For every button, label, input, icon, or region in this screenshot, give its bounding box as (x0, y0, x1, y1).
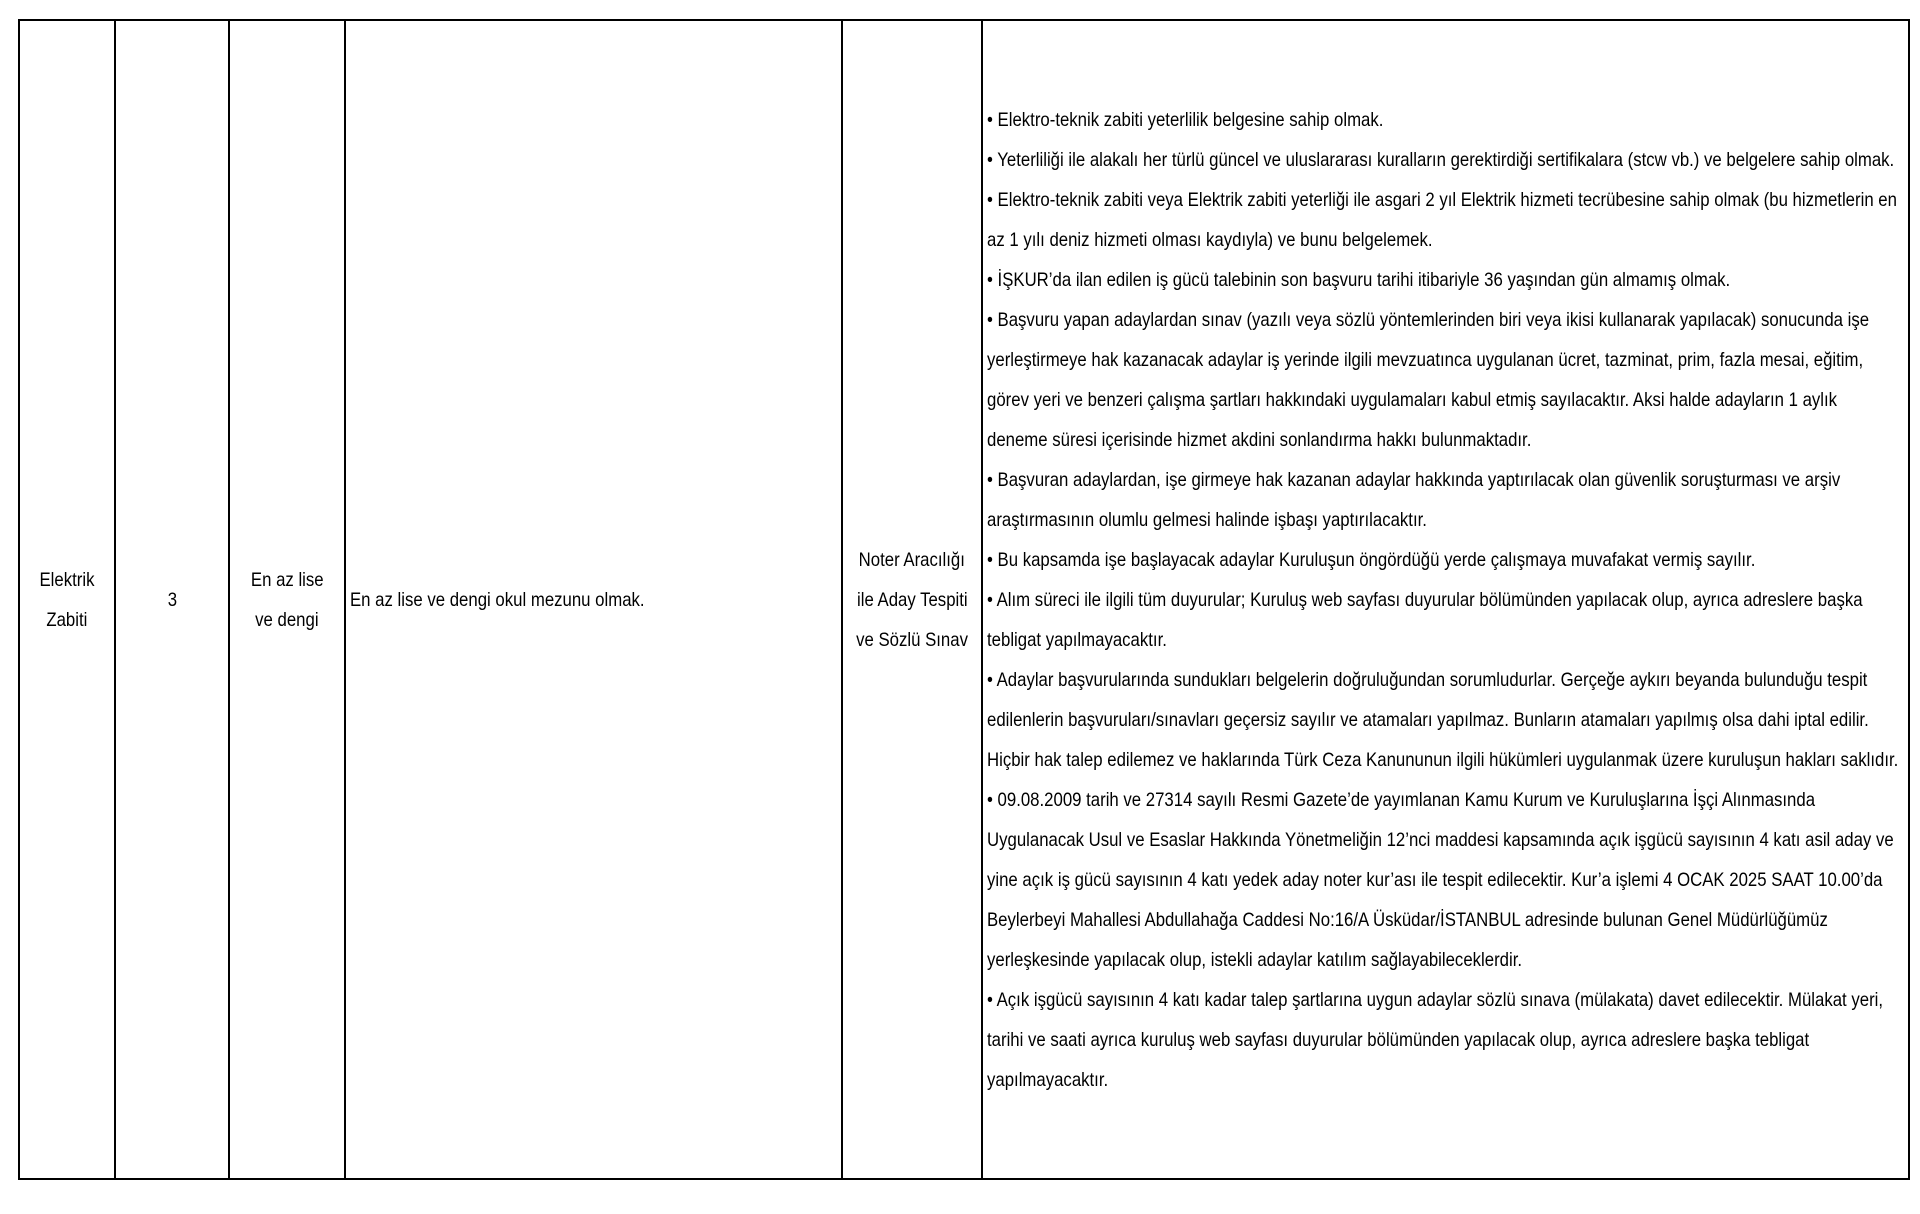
education-line: ve dengi (255, 608, 319, 631)
count-value: 3 (167, 588, 177, 611)
requirement-text: 09.08.2009 tarih ve 27314 sayılı Resmi Gazete’de yayımlanan Kamu Kurum ve Kuruluşlarına İşçi Alınmasında Uygulanacak Usul ve Esaslar Hakkında Yönetmeliğin 12’nci maddesi kapsamında açık işgücü sayısının 4 katı asil aday ve yine açık iş gücü sayısının 4 katı yedek aday noter kur’ası ile tespit edilecektir. Kur’a işlemi 4 OCAK 2025 SAAT 10.00’da Beylerbeyi Mahallesi Abdullahağa Caddesi No:16/A Üsküdar/İSTANBUL adresinde bulunan Genel Müdürlüğümüz yerleşkesinde yapılacak olup, istekli adaylar katılım sağlayabileceklerdir. (987, 788, 1894, 971)
requirement-item (987, 260, 1902, 300)
requirement-text: İŞKUR’da ilan edilen iş gücü talebinin son başvuru tarihi itibariyle 36 yaşından gün almamış olmak. (997, 268, 1731, 291)
bullet-icon: • (987, 468, 993, 491)
education-detail: En az lise ve dengi okul mezunu olmak. (350, 588, 645, 611)
bullet-icon: • (987, 788, 993, 811)
selection-method-line: Noter Aracılığı (858, 548, 966, 571)
bullet-icon: • (987, 308, 993, 331)
selection-method-line: ve Sözlü Sınav (856, 628, 968, 651)
requirement-item (987, 780, 1902, 980)
requirement-item (987, 300, 1902, 460)
selection-method-line: ile Aday Tespiti (856, 588, 968, 611)
requirements-cell (982, 20, 1909, 1179)
requirement-item (987, 580, 1902, 660)
bullet-icon: • (987, 268, 993, 291)
bullet-icon: • (987, 548, 993, 571)
selection-method-cell (842, 20, 982, 1179)
requirement-text: Elektro-teknik zabiti veya Elektrik zabiti yeterliği ile asgari 2 yıl Elektrik hizmeti tecrübesine sahip olmak (bu hizmetlerin en az 1 yılı deniz hizmeti olması kaydıyla) ve bunu belgelemek. (987, 188, 1897, 251)
education-cell (229, 20, 345, 1179)
requirement-item (987, 460, 1902, 540)
requirement-text: Elektro-teknik zabiti yeterlilik belgesine sahip olmak. (997, 108, 1384, 131)
bullet-icon: • (987, 188, 993, 211)
requirements-list (987, 100, 1904, 1100)
requirement-item (987, 980, 1902, 1100)
requirement-item (987, 180, 1902, 260)
requirement-item (987, 540, 1902, 580)
count-cell (115, 20, 229, 1179)
bullet-icon: • (987, 668, 993, 691)
position-line: Zabiti (46, 608, 88, 631)
position-cell (19, 20, 115, 1179)
table-row (19, 20, 1909, 1179)
bullet-icon: • (987, 108, 993, 131)
education-line: En az lise (250, 568, 324, 591)
requirement-text: Başvuran adaylardan, işe girmeye hak kazanan adaylar hakkında yaptırılacak olan güvenlik soruşturması ve arşiv araştırmasının olumlu gelmesi halinde işbaşı yaptırılacaktır. (987, 468, 1841, 531)
requirement-item (987, 100, 1902, 140)
requirement-item (987, 660, 1902, 780)
requirement-text: Bu kapsamda işe başlayacak adaylar Kuruluşun öngördüğü yerde çalışmaya muvafakat vermiş sayılır. (997, 548, 1756, 571)
position-line: Elektrik (39, 568, 95, 591)
job-requirements-table (18, 19, 1910, 1180)
education-detail-cell (345, 20, 842, 1179)
requirement-text: Yeterliliği ile alakalı her türlü güncel ve uluslararası kuralların gerektirdiği sertifikalara (stcw vb.) ve belgelere sahip olmak. (997, 148, 1895, 171)
bullet-icon: • (987, 988, 993, 1011)
requirement-text: Açık işgücü sayısının 4 katı kadar talep şartlarına uygun adaylar sözlü sınava (mülakata) davet edilecektir. Mülakat yeri, tarihi ve saati ayrıca kuruluş web sayfası duyurular bölümünden yapılacak olup, ayrıca adreslere başka tebligat yapılmayacaktır. (987, 988, 1884, 1091)
requirement-text: Adaylar başvurularında sundukları belgelerin doğruluğundan sorumludurlar. Gerçeğe aykırı beyanda bulunduğu tespit edilenlerin başvuruları/sınavları geçersiz sayılır ve atamaları yapılmaz. Bunların atamaları yapılmış olsa dahi iptal edilir. Hiçbir hak talep edilemez ve haklarında Türk Ceza Kanununun ilgili hükümleri uygulanmak üzere kuruluşun hakları saklıdır. (987, 668, 1899, 771)
bullet-icon: • (987, 148, 993, 171)
requirement-text: Başvuru yapan adaylardan sınav (yazılı veya sözlü yöntemlerinden biri veya ikisi kullanarak yapılacak) sonucunda işe yerleştirmeye hak kazanacak adaylar iş yerinde ilgili mevzuatınca uygulanan ücret, tazminat, prim, fazla mesai, eğitim, görev yeri ve benzeri çalışma şartları hakkındaki uygulamaları kabul etmiş sayılacaktır. Aksi halde adayların 1 aylık deneme süresi içerisinde hizmet akdini sonlandırma hakkı bulunmaktadır. (987, 308, 1870, 451)
requirement-text: Alım süreci ile ilgili tüm duyurular; Kuruluş web sayfası duyurular bölümünden yapılacak olup, ayrıca adreslere başka tebligat yapılmayacaktır. (987, 588, 1863, 651)
bullet-icon: • (987, 588, 993, 611)
requirement-item (987, 140, 1902, 180)
